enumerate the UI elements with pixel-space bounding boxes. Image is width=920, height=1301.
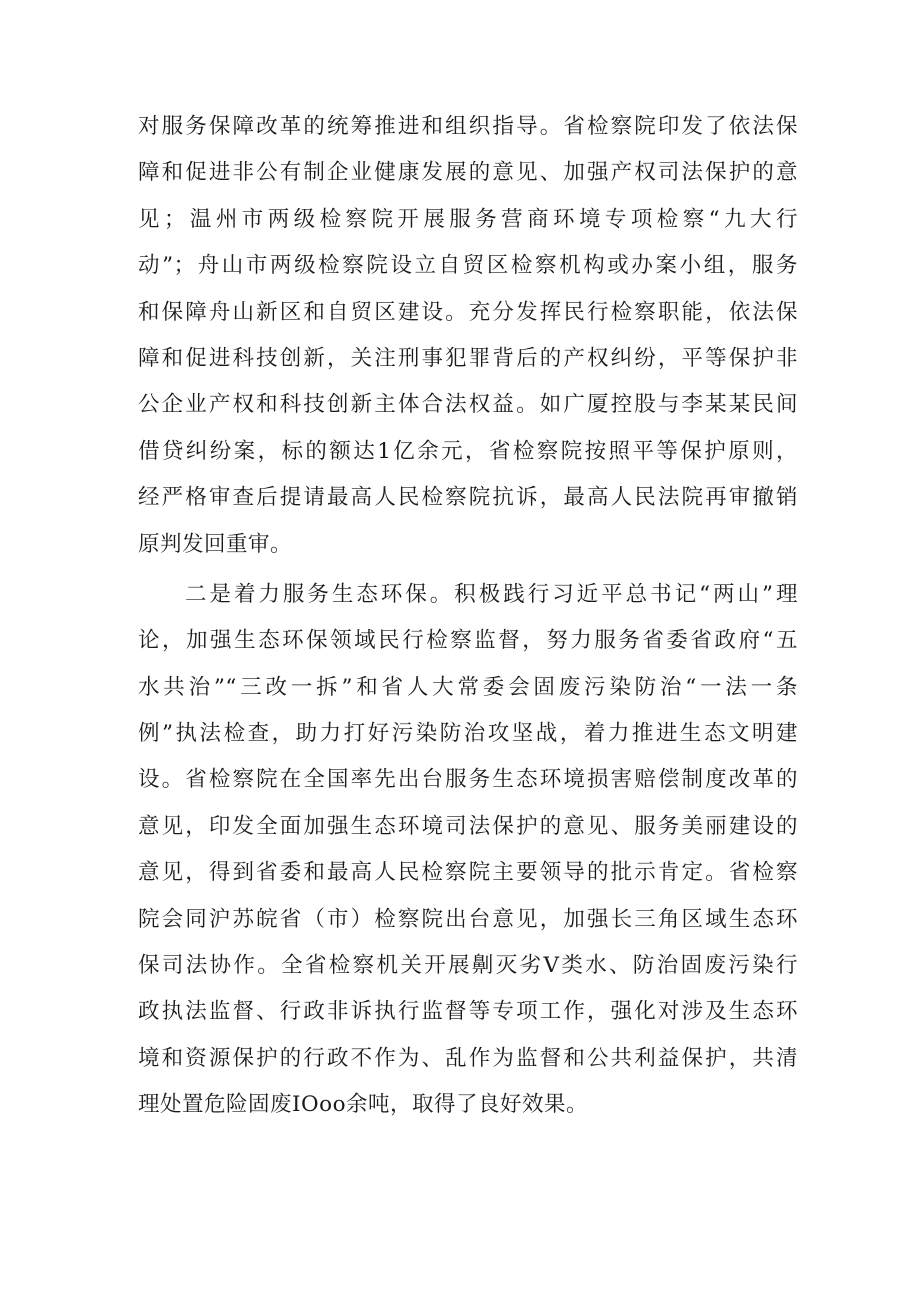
text-line: 保司法协作。全省检察机关开展劓灭劣Ⅴ类水、防治固废污染行	[138, 953, 798, 979]
text-line: 见；温州市两级检察院开展服务营商环境专项检察“九大行	[138, 206, 798, 232]
text-line: 院会同沪苏皖省（市）检察院出台意见，加强长三角区域生态环	[138, 906, 798, 932]
text-line: 公企业产权和科技创新主体合法权益。如广厦控股与李某某民间	[138, 392, 798, 418]
text-line: 经严格审查后提请最高人民检察院抗诉，最高人民法院再审撤销	[138, 485, 798, 511]
paragraph-1	[138, 104, 798, 568]
text-line: 障和促进非公有制企业健康发展的意见、加强产权司法保护的意	[138, 160, 798, 186]
text-line: 论，加强生态环保领域民行检察监督，努力服务省委省政府“五	[138, 628, 798, 654]
text-line: 水共治”“三改一拆”和省人大常委会固废污染防治“一法一条	[138, 674, 798, 700]
text-line: 障和促进科技创新，关注刑事犯罪背后的产权纠纷，平等保护非	[138, 345, 798, 371]
text-line: 借贷纠纷案，标的额达1亿余元，省检察院按照平等保护原则，	[138, 438, 798, 464]
text-line: 政执法监督、行政非诉执行监督等专项工作，强化对涉及生态环	[138, 999, 798, 1025]
text-line: 和保障舟山新区和自贸区建设。充分发挥民行检察职能，依法保	[138, 299, 798, 325]
text-line: 二是着力服务生态环保。积极践行习近平总书记“两山”理	[185, 581, 798, 607]
text-line: 理处置危险固废IOoo余吨，取得了良好效果。	[138, 1092, 589, 1118]
text-line: 动”；舟山市两级检察院设立自贸区检察机构或办案小组，服务	[138, 253, 798, 279]
text-line: 意见，得到省委和最高人民检察院主要领导的批示肯定。省检察	[138, 860, 798, 886]
document-body	[138, 104, 798, 1129]
text-line: 境和资源保护的行政不作为、乱作为监督和公共利益保护，共清	[138, 1045, 798, 1071]
text-line: 对服务保障改革的统筹推进和组织指导。省检察院印发了依法保	[138, 114, 798, 139]
text-line: 例”执法检查，助力打好污染防治攻坚战，着力推进生态文明建	[138, 721, 798, 747]
text-line: 原判发回重审。	[138, 531, 293, 557]
text-line: 设。省检察院在全国率先出台服务生态环境损害赔偿制度改革的	[138, 767, 798, 793]
text-line: 意见，印发全面加强生态环境司法保护的意见、服务美丽建设的	[138, 813, 798, 839]
paragraph-2	[138, 572, 798, 1129]
